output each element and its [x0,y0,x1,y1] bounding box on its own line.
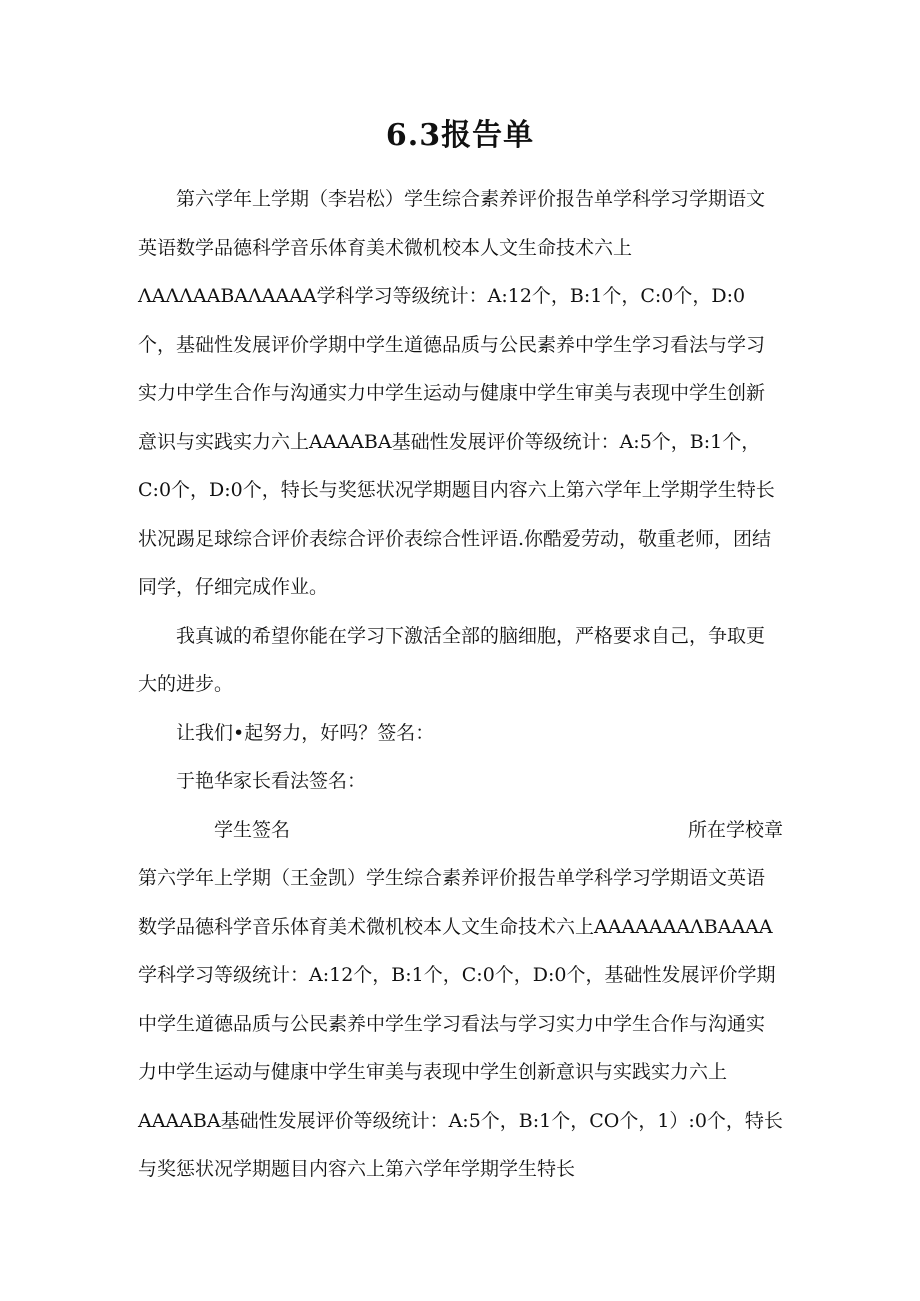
effort-signature-line: 让我们•起努力，好吗？签名： [176,721,435,744]
document-body [138,175,783,1194]
parent-opinion-line: 于艳华家长看法签名： [176,770,367,792]
student-signature-label: 学生签名 [214,818,291,841]
report-paragraph-wang: 第六学年上学期（王金凯）学生综合素养评价报告单学科学习学期语文英语数学品德科学音乐体育美术微机校本人文生命技术六上AAAAAAAΛBAAAA学科学习等级统计：A:12个，B:1个，C:0个，D:0个，基础性发展评价学期中学生道德品质与公民素养中学生学习看法与学习实力中学生合作与沟通实力中学生运动与健康中学生审美与表现中学生创新意识与实践实力六上AAAABA基础性发展评价等级统计：A:5个，B:1个，CO个，1）:0个，特长与奖惩状况学期题目内容六上第六学年学期学生特长 [138,867,783,1180]
school-seal-label: 所在学校章 [687,818,783,841]
report-paragraph-li: 第六学年上学期（李岩松）学生综合素养评价报告单学科学习学期语文英语数学品德科学音乐体育美术微机校本人文生命技术六上ΛAΛΛAABAΛAAAA学科学习等级统计：A:12个，B:1个，C:0个，D:0个，基础性发展评价学期中学生道德品质与公民素养中学生学习看法与学习实力中学生合作与沟通实力中学生运动与健康中学生审美与表现中学生创新意识与实践实力六上AAAABA基础性发展评价等级统计：A:5个，B:1个，C:0个，D:0个，特长与奖惩状况学期题目内容六上第六学年上学期学生特长状况踢足球综合评价表综合评价表综合性评语.你酷爱劳动，敬重老师，团结同学，仔细完成作业。 [138,188,775,598]
page-title: 6.3报告单 [385,118,535,153]
signature-row [138,806,783,855]
hope-paragraph: 我真诚的希望你能在学习下激活全部的脑细胞，严格要求自己，争取更大的进步。 [138,624,766,695]
